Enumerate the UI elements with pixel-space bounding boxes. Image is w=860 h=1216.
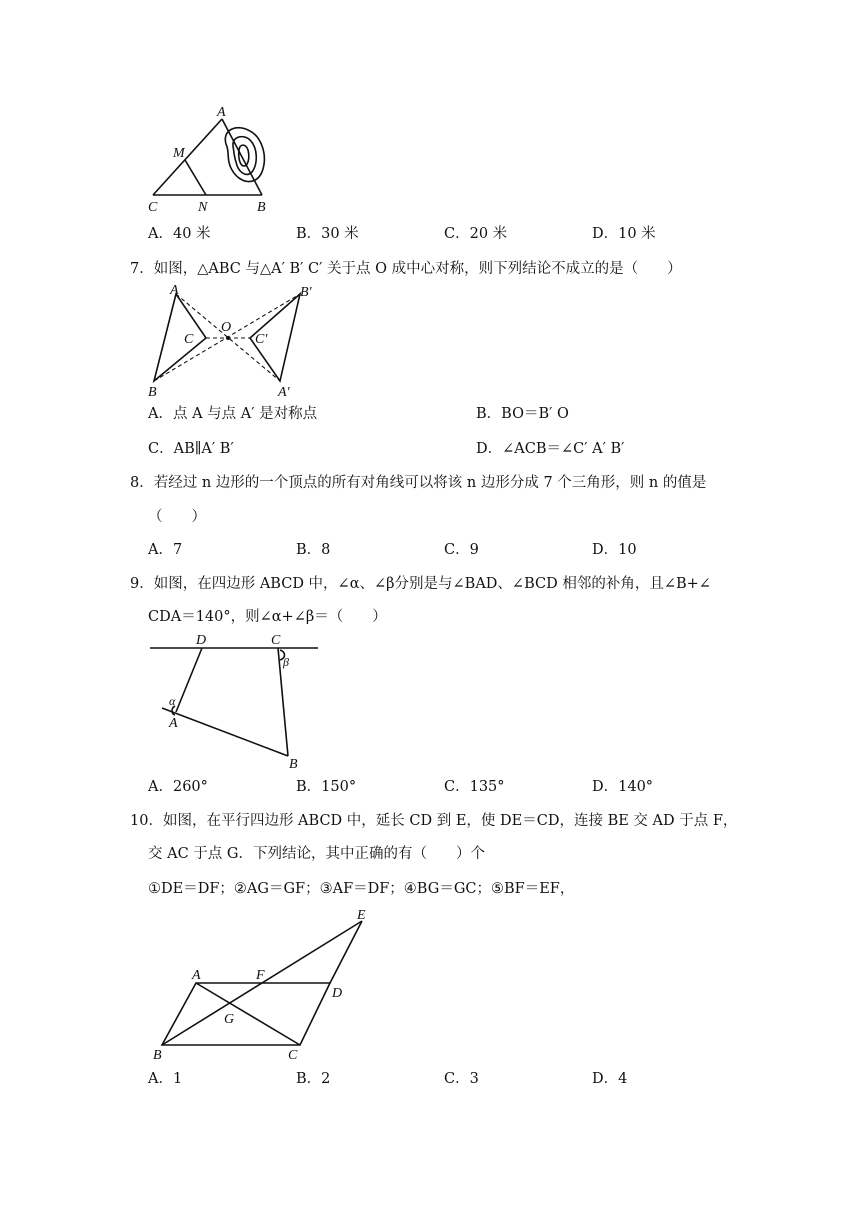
q8-stem-line1: 8．若经过 n 边形的一个顶点的所有对角线可以将该 n 边形分成 7 个三角形，则 n 的值是 <box>130 475 707 491</box>
q10-label-E: E <box>357 908 366 923</box>
q9-figure <box>140 628 330 773</box>
q6-label-A: A <box>217 105 226 120</box>
q6-label-B: B <box>257 200 266 215</box>
q9-stem-line1: 9．如图，在四边形 ABCD 中，∠α、∠β分别是与∠BAD、∠BCD 相邻的补角，且∠B+∠ <box>130 576 711 592</box>
q7-option-b: B．BO＝B′ O <box>476 406 569 422</box>
q7-stem: 7．如图，△ABC 与△A′ B′ C′ 关于点 O 成中心对称，则下列结论不成立的是（ ） <box>130 261 682 277</box>
q10-stem-line1: 10．如图，在平行四边形 ABCD 中，延长 CD 到 E，使 DE＝CD，连接 BE 交 AD 于点 F， <box>130 813 738 829</box>
q10-option-b: B．2 <box>296 1071 331 1087</box>
q9-option-a: A．260° <box>148 779 208 795</box>
q6-option-d: D．10 米 <box>592 226 656 242</box>
q10-label-G: G <box>224 1012 235 1027</box>
q7-label-C-prime: C′ <box>255 332 268 347</box>
q10-label-D: D <box>332 986 343 1001</box>
q10-label-C: C <box>288 1048 298 1063</box>
q7-option-a: A．点 A 与点 A′ 是对称点 <box>148 406 318 422</box>
q9-option-d: D．140° <box>592 779 654 795</box>
q6-option-a: A．40 米 <box>148 226 211 242</box>
q9-label-beta: β <box>283 655 289 669</box>
q10-label-B: B <box>153 1048 162 1063</box>
q9-label-alpha: α <box>169 694 176 708</box>
q6-option-b: B．30 米 <box>296 226 359 242</box>
q10-option-c: C．3 <box>444 1071 479 1087</box>
q6-label-M: M <box>173 146 185 161</box>
q6-option-c: C．20 米 <box>444 226 508 242</box>
q10-option-a: A．1 <box>148 1071 183 1087</box>
q10-label-A: A <box>192 968 201 983</box>
q9-label-A: A <box>169 716 178 731</box>
q7-label-B: B <box>148 385 157 400</box>
q7-label-A: A <box>170 283 179 298</box>
q7-figure <box>140 280 330 400</box>
q9-label-D: D <box>196 633 207 648</box>
q10-stem-line2: 交 AC 于点 G．下列结论，其中正确的有（ ）个 <box>148 846 485 862</box>
q9-option-c: C．135° <box>444 779 505 795</box>
q7-label-O: O <box>221 320 232 335</box>
q10-stem-line3: ①DE＝DF；②AG＝GF；③AF＝DF；④BG＝GC；⑤BF＝EF， <box>148 881 575 897</box>
q10-label-F: F <box>256 968 265 983</box>
q8-option-d: D．10 <box>592 542 637 558</box>
q10-option-d: D．4 <box>592 1071 628 1087</box>
q8-option-b: B．8 <box>296 542 331 558</box>
q8-option-c: C．9 <box>444 542 479 558</box>
q8-stem-line2: （ ） <box>148 509 206 525</box>
q6-label-C: C <box>148 200 158 215</box>
q7-option-d: D．∠ACB＝∠C′ A′ B′ <box>476 441 625 457</box>
q7-option-c: C．AB∥A′ B′ <box>148 441 234 457</box>
q7-label-C: C <box>184 332 194 347</box>
q8-option-a: A．7 <box>148 542 183 558</box>
q9-stem-line2: CDA＝140°，则∠α+∠β＝（ ） <box>148 609 387 625</box>
q7-label-B-prime: B′ <box>300 285 312 300</box>
q9-label-C: C <box>271 633 281 648</box>
q6-figure <box>140 100 280 215</box>
q9-option-b: B．150° <box>296 779 357 795</box>
q10-figure <box>140 903 380 1063</box>
q7-label-A-prime: A′ <box>278 385 290 400</box>
q9-label-B: B <box>289 757 298 772</box>
q6-label-N: N <box>198 200 208 215</box>
